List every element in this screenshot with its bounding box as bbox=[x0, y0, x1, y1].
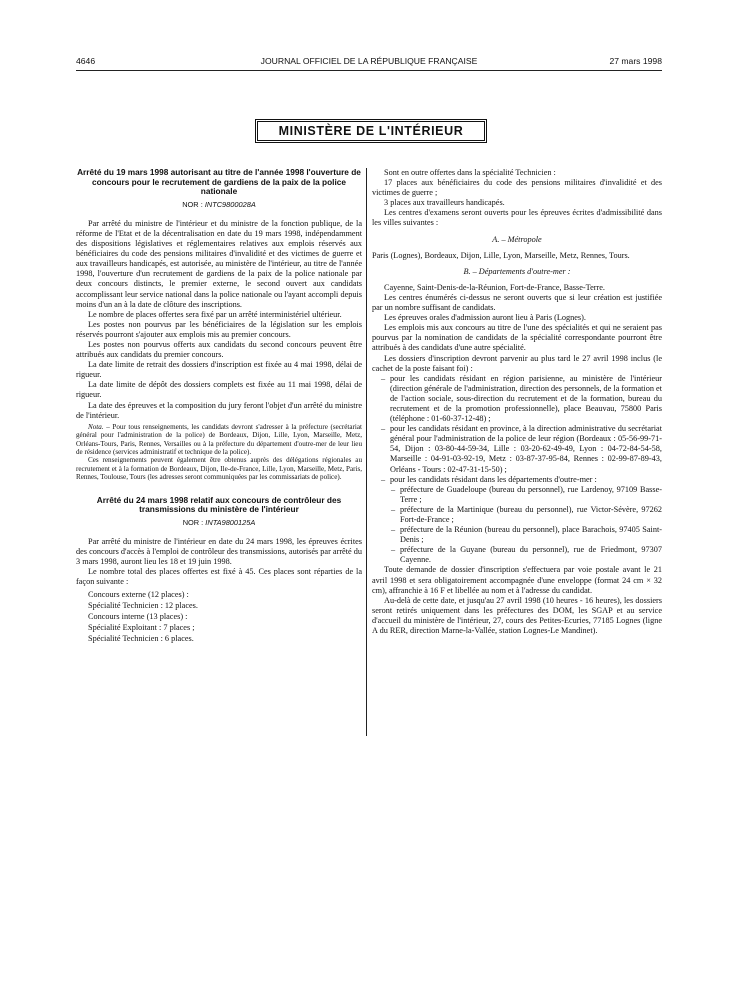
header-rule bbox=[76, 70, 662, 71]
note-label: Nota. bbox=[88, 422, 104, 431]
paragraph: Sont en outre offertes dans la spécialité Technicien : bbox=[384, 168, 556, 177]
paragraph: Les épreuves orales d'admission auront lieu à Paris (Lognes). bbox=[384, 313, 586, 323]
column-divider bbox=[366, 168, 367, 736]
page-header bbox=[76, 56, 662, 70]
article-1-paragraph: Les postes non pourvus offerts aux candidats du second concours peuvent être attribués aux candidats du premier concours. bbox=[76, 340, 362, 360]
places-item: Concours interne (13 places) : bbox=[88, 612, 188, 622]
paragraph: Les emplois mis aux concours au titre de l'une des spécialités et qui ne seraient pas pourvus par la nomination de candidats de la spécialité correspondante pourront être attribués à des candidats d'une autre spécialité. bbox=[372, 323, 662, 353]
sub-dash-item: – préfecture de la Martinique (bureau du personnel), rue Victor-Sévère, 97262 Fort-de-France ; bbox=[372, 505, 662, 525]
paragraph: Toute demande de dossier d'inscription s'effectuera par voie postale avant le 21 avril 1998 et sera obligatoirement accompagnée d'une enveloppe (format 24 cm × 32 cm), affranchie à 16 F et libellée au nom et à l'adresse du candidat. bbox=[372, 565, 662, 595]
left-column bbox=[76, 168, 362, 644]
sub-dash-item: – préfecture de la Réunion (bureau du personnel), place Barachois, 97405 Saint-Denis ; bbox=[372, 525, 662, 545]
note-text: – Pour tous renseignements, les candidats devront s'adresser à la préfecture (secrétariat général pour l'administration de la police) de Bordeaux, Dijon, Lille, Lyon, Marseille, Metz, Orléans-Tours, Paris, Rennes, Versailles ou à la préfecture du département d'outre-mer de leur lieu de résidence (services administratif et technique de la police). bbox=[76, 422, 362, 456]
article-1-paragraph: Le nombre de places offertes sera fixé par un arrêté interministériel ultérieur. bbox=[88, 309, 342, 319]
article-2-nor bbox=[76, 518, 362, 528]
paragraph: Cayenne, Saint-Denis-de-la-Réunion, Fort-de-France, Basse-Terre. bbox=[384, 282, 605, 292]
paragraph: Les dossiers d'inscription devront parvenir au plus tard le 27 avril 1998 inclus (le cachet de la poste faisant foi) : bbox=[372, 353, 662, 373]
article-2-paragraph: Par arrêté du ministre de l'intérieur en date du 24 mars 1998, les épreuves écrites des concours d'accès à l'emploi de contrôleur des transmissions, autorisés par arrêté du 3 mars 1998, auront lieu les 18 et 19 juin 1998. bbox=[76, 536, 362, 567]
article-2-paragraph: Le nombre total des places offertes est fixé à 45. Ces places sont réparties de la façon suivante : bbox=[76, 567, 362, 587]
article-1-paragraph: Par arrêté du ministre de l'intérieur et du ministre de la fonction publique, de la réforme de l'Etat et de la décentralisation en date du 19 mars 1998, indépendamment des dispositions législatives et réglementaires relatives aux emplois réservés aux bénéficiaires du code des pensions militaires d'invalidité et des victimes de guerre et aux travailleurs handicapés, est autorisée, au ministère de l'intérieur, au titre de l'année 1998, l'ouverture d'un recrutement de gardiens de la paix de la police nationale par deux concours distincts, le premier externe, le second ouvert aux candidats accomplissant leur service national dans la police nationale ou l'ayant accompli depuis moins d'un an à la date de clôture des inscriptions. bbox=[76, 218, 362, 309]
article-2-title: Arrêté du 24 mars 1998 relatif aux concours de contrôleur des transmissions du ministère de l'intérieur bbox=[96, 494, 342, 515]
sub-dash-item: – préfecture de Guadeloupe (bureau du personnel), rue Lardenoy, 97109 Basse-Terre ; bbox=[372, 485, 662, 505]
subheading-text: B. – Départements d'outre-mer : bbox=[463, 266, 571, 276]
nor-label: NOR : bbox=[182, 517, 206, 527]
paragraph: 17 places aux bénéficiaires du code des pensions militaires d'invalidité et des victimes de guerre ; bbox=[372, 178, 662, 198]
places-item: Spécialité Exploitant : 7 places ; bbox=[88, 623, 195, 633]
dash-item: – pour les candidats résidant en région parisienne, au ministère de l'intérieur (direction générale de l'administration, direction des personnels, de la formation et de l'action sociale, sous-direction du recrutement et de la formation, bureau du recrutement et de la promotion professionnelle), place Beauvau, 75800 Paris (téléphone : 01-60-37-12-48) ; bbox=[372, 374, 662, 424]
article-1-title: Arrêté du 19 mars 1998 autorisant au titre de l'année 1998 l'ouverture de concours pour le recrutement de gardiens de la paix de la police nationale bbox=[77, 167, 361, 197]
issue-date: 27 mars 1998 bbox=[609, 56, 662, 66]
dash-item: – pour les candidats résidant dans les départements d'outre-mer : bbox=[372, 475, 662, 485]
section-spacer bbox=[76, 482, 362, 496]
note-paragraph: Ces renseignements peuvent également être obtenus auprès des délégations régionales au recrutement et à la formation de Bordeaux, Dijon, Ile-de-France, Lille, Lyon, Marseille, Metz, Paris, Rennes, Toulouse, Tours (les adresses seront communiquées par les commissariats de police). bbox=[76, 456, 362, 482]
article-1-nor bbox=[76, 200, 362, 210]
article-1-paragraph: La date limite de dépôt des dossiers complets est fixée au 11 mai 1998, délai de rigueur. bbox=[76, 380, 362, 400]
subheading-text: A. – Métropole bbox=[492, 234, 542, 244]
article-1-paragraph: La date limite de retrait des dossiers d'inscription est fixée au 4 mai 1998, délai de rigueur. bbox=[76, 360, 362, 380]
article-1-paragraph: La date des épreuves et la composition du jury feront l'objet d'un arrêté du ministre de l'intérieur. bbox=[76, 400, 362, 420]
places-item: Spécialité Technicien : 6 places. bbox=[88, 634, 194, 644]
dash-item: – pour les candidats résidant en province, à la direction administrative du secrétariat général pour l'administration de la police de leur région (Bordeaux : 05-56-99-71-54, Dijon : 03-80-44-59-34, Lille : 03-20-62-49-49, Lyon : 04-72-84-54-58, Marseille : 04-91-03-92-19, Metz : 03-87-37-95-84, Rennes : 02-99-87-89-43, Orléans - Tours : 02-47-31-15-50) ; bbox=[372, 424, 662, 474]
paragraph: Au-delà de cette date, et jusqu'au 27 avril 1998 (10 heures - 16 heures), les dossiers seront retirés uniquement dans les préfectures des DOM, les SGAP et au service d'accueil du ministère de l'intérieur, 27, cours des Petites-Ecuries, 77185 Lognes (ligne A du RER, direction Marne-la-Vallée, station Lognes-Le Mandinet). bbox=[372, 595, 662, 636]
nor-code: INTA9800125A bbox=[205, 517, 256, 527]
journal-title: JOURNAL OFFICIEL DE LA RÉPUBLIQUE FRANÇAISE bbox=[260, 56, 478, 66]
paragraph: Paris (Lognes), Bordeaux, Dijon, Lille, Lyon, Marseille, Metz, Rennes, Tours. bbox=[372, 250, 630, 260]
nor-code: INTC9800028A bbox=[204, 199, 256, 209]
right-column bbox=[372, 168, 662, 636]
subheading-dom bbox=[372, 267, 662, 277]
note-paragraph bbox=[76, 423, 362, 457]
sub-dash-item: – préfecture de la Guyane (bureau du personnel), rue de Friedmont, 97307 Cayenne. bbox=[372, 545, 662, 565]
places-item: Concours externe (12 places) : bbox=[88, 590, 189, 600]
paragraph: Les centres d'examens seront ouverts pour les épreuves écrites d'admissibilité dans les villes suivantes : bbox=[372, 208, 662, 228]
subheading-metropole bbox=[372, 235, 662, 245]
paragraph: Les centres énumérés ci-dessus ne seront ouverts que si leur création est justifiée par un nombre suffisant de candidats. bbox=[372, 292, 662, 313]
nor-label: NOR : bbox=[182, 199, 205, 209]
page-number: 4646 bbox=[76, 56, 96, 66]
paragraph: 3 places aux travailleurs handicapés. bbox=[384, 198, 505, 208]
ministry-heading: MINISTÈRE DE L'INTÉRIEUR bbox=[255, 119, 487, 143]
places-item: Spécialité Technicien : 12 places. bbox=[88, 601, 198, 611]
article-1-note bbox=[76, 423, 362, 482]
article-1-paragraph: Les postes non pourvus par les bénéficiaires de la législation sur les emplois réservés pourront s'ajouter aux emplois mis au premier concours. bbox=[76, 319, 362, 339]
